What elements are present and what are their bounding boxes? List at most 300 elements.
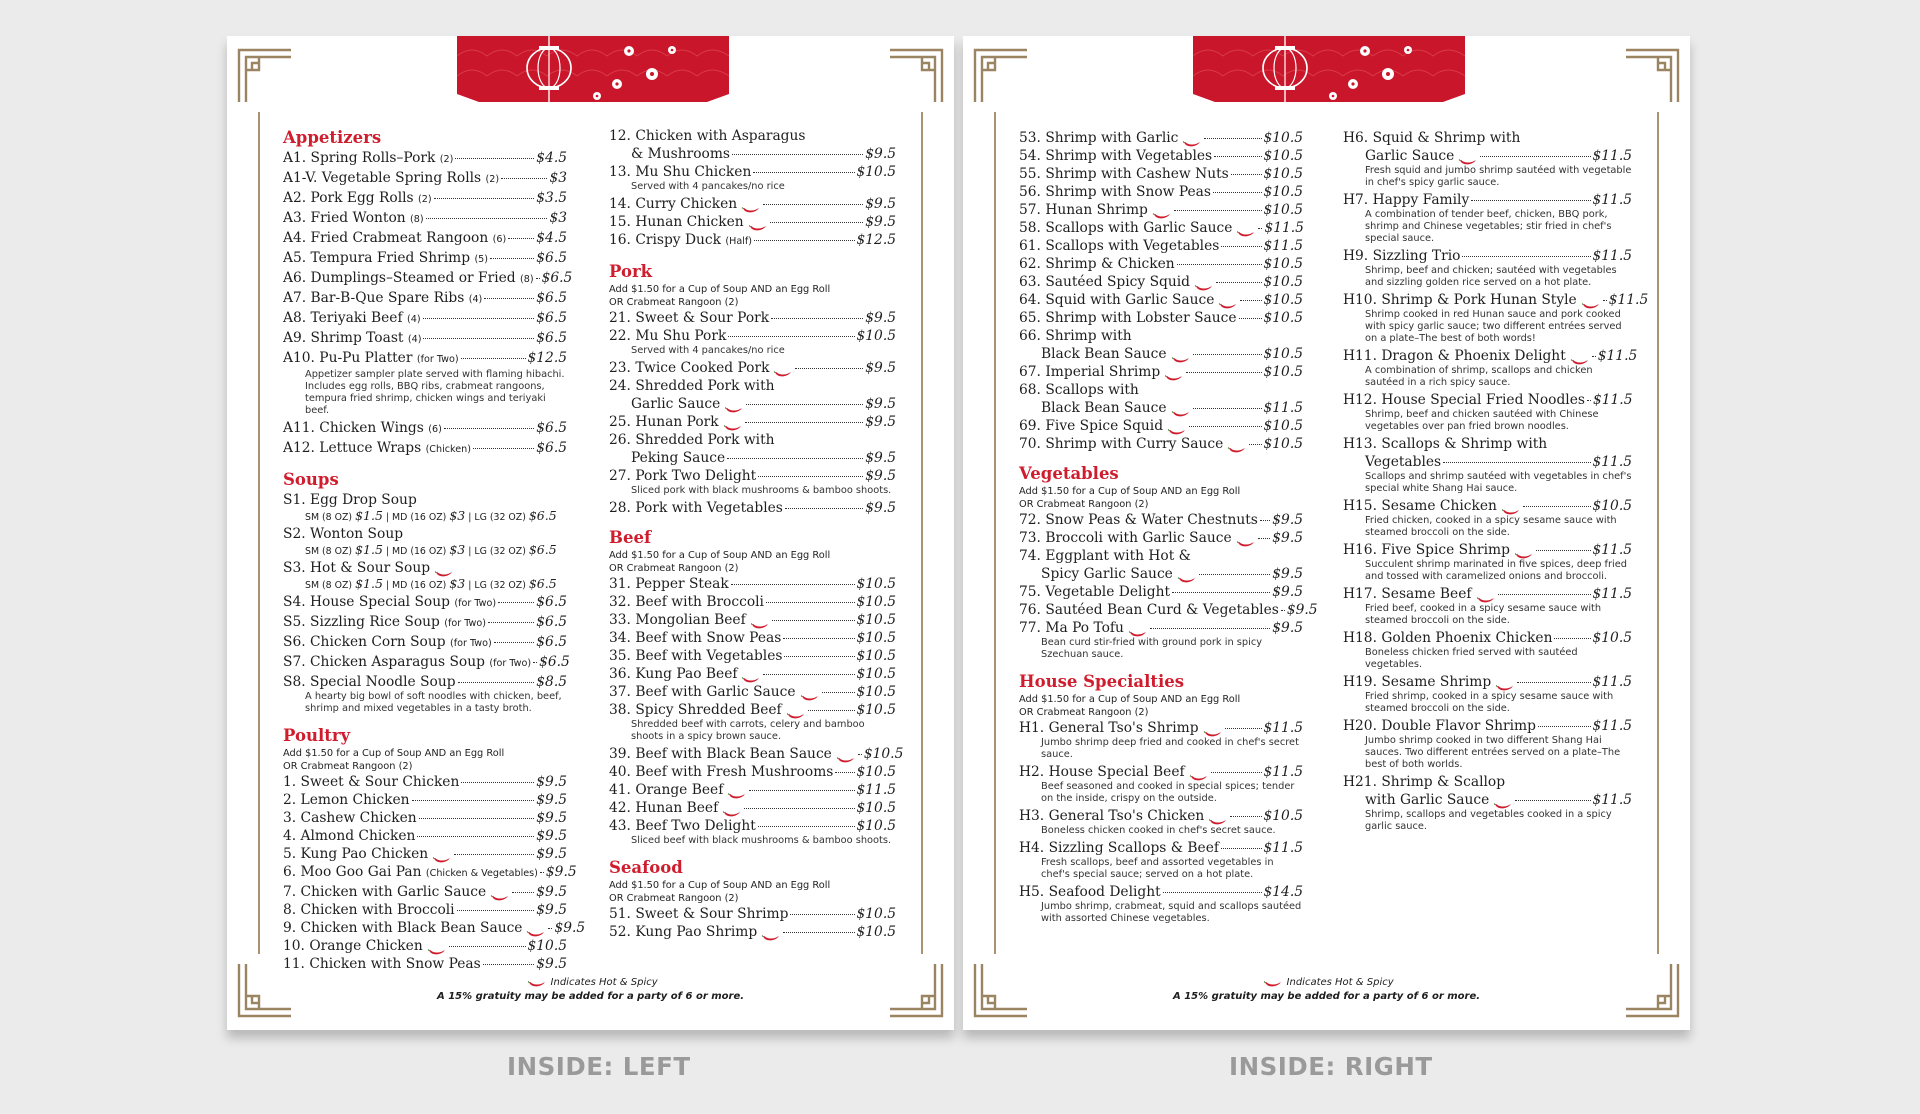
menu-item (283, 269, 573, 289)
dot-leader (540, 872, 544, 873)
menu-item-name: 57. Hunan Shrimp (1019, 201, 1172, 219)
menu-item (609, 683, 896, 701)
menu-item (283, 653, 570, 673)
chili-pepper-icon (800, 689, 820, 696)
menu-item-price: $4.5 (536, 230, 567, 246)
menu-item-name: 54. Shrimp with Vegetables (1019, 148, 1213, 164)
menu-item-row (283, 249, 567, 269)
menu-item-row (283, 673, 567, 691)
chili-pepper-icon (427, 943, 447, 950)
dot-leader (1515, 800, 1590, 801)
menu-item-price: $4.5 (536, 150, 567, 166)
menu-item-price: $9.5 (865, 414, 896, 430)
menu-item-description: Fresh squid and jumbo shrimp sautéed with vegetable in chef's spicy garlic sauce. (1365, 165, 1632, 188)
menu-item-price: $9.5 (536, 956, 567, 972)
menu-item (1343, 585, 1632, 627)
menu-item-name-line: 12. Chicken with Asparagus (609, 128, 806, 144)
menu-item (1019, 255, 1303, 273)
menu-item-description: Scallops and shrimp sautéed with vegetables in chef's special white Shang Hai sauce. (1365, 471, 1632, 494)
dot-leader (1193, 408, 1262, 409)
menu-item-name: 37. Beef with Garlic Sauce (609, 683, 820, 701)
dot-leader (822, 692, 855, 693)
menu-item-price: $12.5 (527, 350, 567, 366)
lantern-banner-icon (1193, 36, 1465, 102)
menu-item (283, 809, 567, 827)
menu-item-row (1019, 255, 1303, 273)
menu-item (1019, 183, 1303, 201)
menu-item-name: & Mushrooms (631, 146, 731, 162)
menu-item (609, 431, 896, 467)
menu-item-description: Jumbo shrimp cooked in two different Shang Hai sauces. Two different entrées served on a plate–The best of both worlds. (1365, 735, 1621, 770)
hot-legend-text: Indicates Hot & Spicy (550, 977, 658, 988)
menu-item-price: $9.5 (1286, 602, 1318, 618)
menu-item-description: A combination of shrimp, scallops and chicken sautéed in a rich spicy sauce. (1365, 365, 1593, 388)
menu-item-price: $9.5 (865, 214, 896, 230)
chili-pepper-icon (786, 707, 806, 714)
menu-item-row (609, 327, 896, 345)
menu-item (609, 163, 896, 193)
dot-leader (457, 910, 535, 911)
menu-column-1 (283, 127, 586, 973)
chili-pepper-icon (1128, 625, 1148, 632)
menu-item-name: 73. Broccoli with Garlic Sauce (1019, 529, 1256, 547)
menu-item-price: $10.5 (856, 764, 896, 780)
item-list-house-specialties-continued (1343, 129, 1649, 833)
menu-item-price: $10.5 (856, 906, 896, 922)
menu-item-price: $6.5 (541, 270, 573, 286)
chili-pepper-icon (1236, 225, 1256, 232)
dot-leader (1240, 300, 1261, 301)
menu-item-row (1019, 511, 1303, 529)
menu-item (1019, 601, 1318, 619)
menu-item-row (1019, 417, 1303, 435)
menu-item-name: 2. Lemon Chicken (283, 792, 410, 808)
item-list-appetizers (283, 149, 573, 459)
menu-item-price: $9.5 (536, 774, 567, 790)
menu-item (1343, 629, 1632, 671)
corner-ornament-icon (237, 48, 291, 102)
menu-item (283, 249, 567, 269)
dot-leader (770, 222, 864, 223)
menu-item-price: $10.5 (856, 630, 896, 646)
menu-item-price: $11.5 (1592, 454, 1632, 470)
menu-item (1019, 363, 1303, 381)
menu-item-name: 69. Five Spice Squid (1019, 417, 1187, 435)
menu-item (609, 377, 896, 413)
menu-item-note: (4) (406, 314, 421, 325)
border-rule-left (258, 112, 260, 954)
menu-item-name: H20. Double Flavor Shrimp (1343, 718, 1536, 734)
menu-item-name: Peking Sauce (631, 450, 726, 466)
dot-leader (749, 790, 854, 791)
menu-item (283, 633, 567, 653)
menu-item-row (283, 937, 567, 955)
menu-item-row (609, 745, 904, 763)
dot-leader (727, 458, 863, 459)
menu-item-name: 23. Twice Cooked Pork (609, 359, 793, 377)
menu-item-row (1019, 363, 1303, 381)
soup-price: $3 (449, 508, 466, 523)
menu-item-note: (Chicken) (425, 444, 471, 455)
menu-item (283, 955, 567, 973)
dot-leader (1443, 462, 1590, 463)
chili-pepper-icon (1194, 279, 1214, 286)
chili-pepper-icon (1164, 369, 1184, 376)
menu-item-name: 75. Vegetable Delight (1019, 584, 1171, 600)
dot-leader (746, 404, 863, 405)
chili-pepper-icon (727, 787, 747, 794)
menu-item-row (609, 629, 896, 647)
menu-item-description: Beef seasoned and cooked in special spices; tender on the inside, crispy on the outside. (1041, 781, 1295, 804)
menu-item-name-line: 26. Shredded Pork with (609, 432, 775, 448)
menu-item-row (283, 593, 567, 613)
menu-item (283, 149, 567, 169)
menu-item-price: $10.5 (856, 800, 896, 816)
menu-item-name: 36. Kung Pao Beef (609, 665, 761, 683)
chili-pepper-icon (1458, 153, 1478, 160)
chili-pepper-icon (1227, 441, 1247, 448)
chili-pepper-icon (750, 617, 770, 624)
menu-item-name: Vegetables (1365, 454, 1442, 470)
menu-item (609, 763, 896, 781)
section-note: Add $1.50 for a Cup of Soup AND an Egg Roll (1019, 486, 1241, 497)
soup-price: $1.5 (355, 508, 383, 523)
menu-item-row (283, 955, 567, 973)
menu-item-description: Boneless chicken cooked in chef's secret sauce. (1041, 825, 1276, 836)
chili-pepper-icon (722, 805, 742, 812)
menu-item-price: $11.5 (1592, 542, 1632, 558)
menu-item-name: 28. Pork with Vegetables (609, 500, 783, 516)
menu-item-price: $11.5 (1263, 400, 1303, 416)
menu-item-row (609, 763, 896, 781)
menu-item-name: 56. Shrimp with Snow Peas (1019, 184, 1211, 200)
menu-item-row (609, 923, 896, 941)
chili-pepper-icon (526, 925, 546, 932)
item-list-poultry (283, 773, 586, 973)
dot-leader (731, 584, 855, 585)
menu-item-description: Sliced pork with black mushrooms & bamboo shoots. (631, 485, 892, 496)
chili-pepper-icon (1495, 679, 1515, 686)
dot-leader (419, 818, 535, 819)
menu-item (283, 919, 586, 937)
dot-leader (461, 782, 534, 783)
menu-item-price: $3 (549, 170, 567, 186)
dot-leader (498, 602, 534, 603)
menu-item-row (1343, 391, 1632, 409)
menu-item-price: $10.5 (1263, 130, 1303, 146)
section-note: OR Crabmeat Rangoon (2) (1019, 707, 1149, 718)
menu-item-name: S2. Wonton Soup (283, 526, 404, 542)
menu-item-row (283, 419, 567, 439)
menu-item-name: H7. Happy Family (1343, 192, 1470, 208)
border-rule-left (994, 112, 996, 954)
menu-item-note: (6) (428, 424, 442, 435)
menu-item-row (1019, 565, 1303, 583)
menu-item-name: H19. Sesame Shrimp (1343, 673, 1515, 691)
menu-item-price: $9.5 (865, 146, 896, 162)
hot-legend (963, 976, 1690, 990)
dot-leader (1480, 156, 1590, 157)
menu-item-price: $10.5 (1263, 346, 1303, 362)
menu-item (1019, 583, 1303, 601)
menu-item-price: $11.5 (1263, 238, 1303, 254)
menu-item-row (1019, 763, 1303, 781)
border-rule-right (1657, 112, 1659, 954)
dot-leader (458, 682, 535, 683)
menu-item-price: $10.5 (1263, 202, 1303, 218)
menu-item-name: A8. Teriyaki Beef (4) (283, 310, 421, 326)
menu-item-name: 15. Hunan Chicken (609, 213, 768, 231)
menu-item-price: $9.5 (536, 884, 567, 900)
menu-item (1343, 391, 1632, 433)
menu-item-row (609, 701, 896, 719)
chili-pepper-icon (1236, 535, 1256, 542)
section-title-house-specialties: House Specialties (1019, 672, 1185, 691)
dot-leader (1538, 726, 1591, 727)
menu-item-price: $10.5 (856, 924, 896, 940)
menu-item-name: 3. Cashew Chicken (283, 810, 417, 826)
item-list-house-specialties (1019, 719, 1303, 925)
menu-item-description: Shredded beef with carrots, celery and bamboo shoots in a spicy brown sauce. (631, 719, 865, 742)
dot-leader (1189, 426, 1261, 427)
section-note: OR Crabmeat Rangoon (2) (1019, 499, 1149, 510)
dot-leader (1258, 538, 1271, 539)
menu-item-row (283, 827, 567, 845)
chili-pepper-icon (490, 889, 510, 896)
menu-item-row (1019, 435, 1303, 453)
chili-pepper-icon (432, 851, 452, 858)
dot-leader (1211, 772, 1262, 773)
menu-item-name-line: 66. Shrimp with (1019, 328, 1132, 344)
menu-item-note: (Chicken & Vegetables) (425, 868, 538, 879)
dot-leader (444, 428, 534, 429)
menu-item-description: A combination of tender beef, chicken, BBQ pork, shrimp and Chinese vegetables; stir fried in chef's special sauce. (1365, 209, 1612, 244)
item-list-pork (609, 309, 896, 517)
dot-leader (488, 622, 534, 623)
dot-leader (753, 172, 854, 173)
menu-item-name: A9. Shrimp Toast (4) (283, 330, 422, 346)
menu-page-inside-left (227, 36, 954, 1030)
menu-item-name: H5. Seafood Delight (1019, 884, 1161, 900)
menu-item-name: H3. General Tso's Chicken (1019, 807, 1228, 825)
menu-item-description: Shrimp, beef and chicken sautéed with Chinese vegetables over pan fried brown noodles. (1365, 409, 1599, 432)
menu-item-name: H16. Five Spice Shrimp (1343, 541, 1534, 559)
item-list-seafood-continued (1019, 129, 1303, 453)
menu-item-name: H4. Sizzling Scallops & Beef (1019, 840, 1219, 856)
dot-leader (808, 710, 855, 711)
item-list-poultry-continued (609, 127, 896, 251)
dot-leader (754, 240, 854, 241)
section-title-soups: Soups (283, 470, 339, 489)
menu-item-row (1019, 399, 1303, 417)
menu-item-name: H2. House Special Beef (1019, 763, 1209, 781)
menu-page-inside-right (963, 36, 1690, 1030)
menu-item-note: (for Two) (416, 354, 459, 365)
menu-item-price: $11.5 (1592, 392, 1633, 408)
menu-item-row (1343, 247, 1632, 265)
dot-leader (1214, 156, 1261, 157)
menu-item-name: 40. Beef with Fresh Mushrooms (609, 764, 834, 780)
menu-item-price: $9.5 (1272, 530, 1303, 546)
menu-item-name: 33. Mongolian Beef (609, 611, 770, 629)
menu-item (283, 439, 567, 459)
dot-leader (536, 278, 540, 279)
section-title-beef: Beef (609, 528, 652, 547)
menu-item-row (283, 269, 573, 289)
menu-item-price: $11.5 (1592, 586, 1632, 602)
menu-item (609, 923, 896, 941)
chili-pepper-icon (1177, 571, 1197, 578)
menu-item (283, 229, 567, 249)
menu-item-row (283, 209, 567, 229)
menu-item (283, 169, 567, 189)
dot-leader (1193, 354, 1262, 355)
chili-pepper-icon (434, 565, 454, 572)
caption-inside-right: INSIDE: RIGHT (1229, 1052, 1433, 1081)
menu-item-note: (2) (439, 154, 454, 165)
menu-item-price: $6.5 (536, 614, 567, 630)
menu-item-description: Served with 4 pancakes/no rice (631, 181, 785, 192)
menu-item-row (1019, 237, 1303, 255)
dot-leader (1221, 848, 1262, 849)
dot-leader (1462, 256, 1590, 257)
menu-item-name: 13. Mu Shu Chicken (609, 164, 752, 180)
menu-item (1019, 719, 1303, 761)
menu-item-name: 6. Moo Goo Gai Pan (Chicken & Vegetables) (283, 864, 538, 880)
menu-item-row (1019, 309, 1303, 327)
menu-item-price: $9.5 (1272, 512, 1303, 528)
dot-leader (1249, 444, 1261, 445)
dot-leader (1592, 356, 1596, 357)
menu-item-row (283, 845, 567, 863)
dot-leader (1523, 506, 1591, 507)
menu-item-name: 14. Curry Chicken (609, 195, 761, 213)
menu-item-price: $12.5 (856, 232, 896, 248)
menu-item-row (609, 593, 896, 611)
menu-item-price: $6.5 (536, 330, 567, 346)
menu-item-row (283, 883, 567, 901)
menu-item-name: 51. Sweet & Sour Shrimp (609, 906, 789, 922)
menu-item-price: $10.5 (1263, 148, 1303, 164)
chili-pepper-icon (1570, 353, 1590, 360)
menu-item (1019, 237, 1303, 255)
border-rule-right (921, 112, 923, 954)
menu-item-row (1019, 219, 1303, 237)
chili-pepper-icon (748, 219, 768, 226)
dot-leader (1177, 264, 1262, 265)
menu-item-row (609, 647, 896, 665)
menu-item-name: Garlic Sauce (1343, 147, 1478, 165)
soup-sizes: SM (8 OZ) $1.5 | MD (16 OZ) $3 | LG (32 OZ) $6.5 (305, 576, 557, 591)
menu-item-price: $10.5 (856, 612, 896, 628)
menu-item-note: (6) (492, 234, 507, 245)
soup-sizes: SM (8 OZ) $1.5 | MD (16 OZ) $3 | LG (32 OZ) $6.5 (305, 508, 557, 523)
menu-item (609, 327, 896, 357)
menu-item-row (609, 163, 896, 181)
menu-item (609, 499, 896, 517)
menu-item-row (1019, 147, 1303, 165)
menu-item-row (1019, 201, 1303, 219)
menu-item-price: $6.5 (536, 310, 567, 326)
menu-item-row (1343, 541, 1632, 559)
dot-leader (785, 508, 863, 509)
menu-item-name: H11. Dragon & Phoenix Delight (1343, 347, 1590, 365)
menu-item-description: Shrimp cooked in red Hunan sauce and pork cooked with spicy garlic sauce; two different entrées served on a plate–The best of both words! (1365, 309, 1622, 344)
menu-item-name: 61. Scallops with Vegetables (1019, 238, 1220, 254)
menu-item-name: S8. Special Noodle Soup (283, 674, 456, 690)
menu-item-row (1343, 347, 1638, 365)
menu-item (1019, 763, 1303, 805)
menu-item-row (1019, 883, 1303, 901)
menu-item-price: $3 (549, 210, 567, 226)
dot-leader (423, 338, 534, 339)
dot-leader (772, 620, 855, 621)
menu-item-name: 35. Beef with Vegetables (609, 648, 783, 664)
section-title-appetizers: Appetizers (283, 128, 382, 147)
menu-item (609, 575, 896, 593)
dot-leader (728, 336, 854, 337)
menu-item-description: Appetizer sampler plate served with flaming hibachi. Includes egg rolls, BBQ ribs, crabmeat rangoons, tempura fried shrimp, chicken wings and teriyaki beef. (305, 369, 565, 416)
menu-item (1019, 547, 1303, 583)
dot-leader (490, 258, 534, 259)
menu-footer (227, 976, 954, 1004)
dot-leader (758, 826, 855, 827)
menu-item-price: $10.5 (1263, 184, 1303, 200)
menu-item-note: (Half) (725, 236, 753, 247)
menu-item-row (1019, 345, 1303, 363)
menu-item-price: $10.5 (1263, 274, 1303, 290)
corner-ornament-icon (1626, 48, 1680, 102)
menu-item (283, 593, 567, 613)
menu-item-price: $6.5 (536, 290, 567, 306)
menu-item (609, 745, 904, 763)
menu-item-row (283, 863, 577, 883)
menu-item-note: (4) (407, 334, 422, 345)
menu-item-name: 1. Sweet & Sour Chicken (283, 774, 460, 790)
menu-item-price: $6.5 (536, 440, 567, 456)
menu-item-price: $10.5 (856, 666, 896, 682)
menu-item-name: H9. Sizzling Trio (1343, 248, 1461, 264)
menu-item-price: $10.5 (856, 702, 896, 718)
dot-leader (473, 448, 534, 449)
menu-item-price: $10.5 (1263, 436, 1303, 452)
menu-item-price: $8.5 (536, 674, 567, 690)
item-list-soups (283, 593, 570, 715)
menu-item-price: $11.5 (856, 782, 896, 798)
chili-pepper-icon (1208, 813, 1228, 820)
menu-item (1019, 511, 1303, 529)
section-title-poultry: Poultry (283, 726, 351, 745)
menu-item (1343, 673, 1632, 715)
menu-item-row (1343, 791, 1632, 809)
menu-footer (963, 976, 1690, 1004)
chili-pepper-icon (1581, 297, 1601, 304)
item-list-vegetables (1019, 511, 1318, 661)
menu-item-price: $9.5 (536, 902, 567, 918)
menu-item-price: $11.5 (1264, 220, 1304, 236)
menu-item-row (283, 169, 567, 189)
item-list-beef (609, 575, 904, 847)
menu-item-price: $14.5 (1263, 884, 1303, 900)
menu-item-row (1019, 839, 1303, 857)
chili-pepper-icon (1203, 725, 1223, 732)
menu-item-price: $10.5 (1263, 364, 1303, 380)
menu-item-row (609, 359, 896, 377)
soup-price: $6.5 (528, 576, 557, 591)
menu-item (283, 673, 567, 715)
menu-item-row (283, 901, 567, 919)
dot-leader (1216, 282, 1262, 283)
